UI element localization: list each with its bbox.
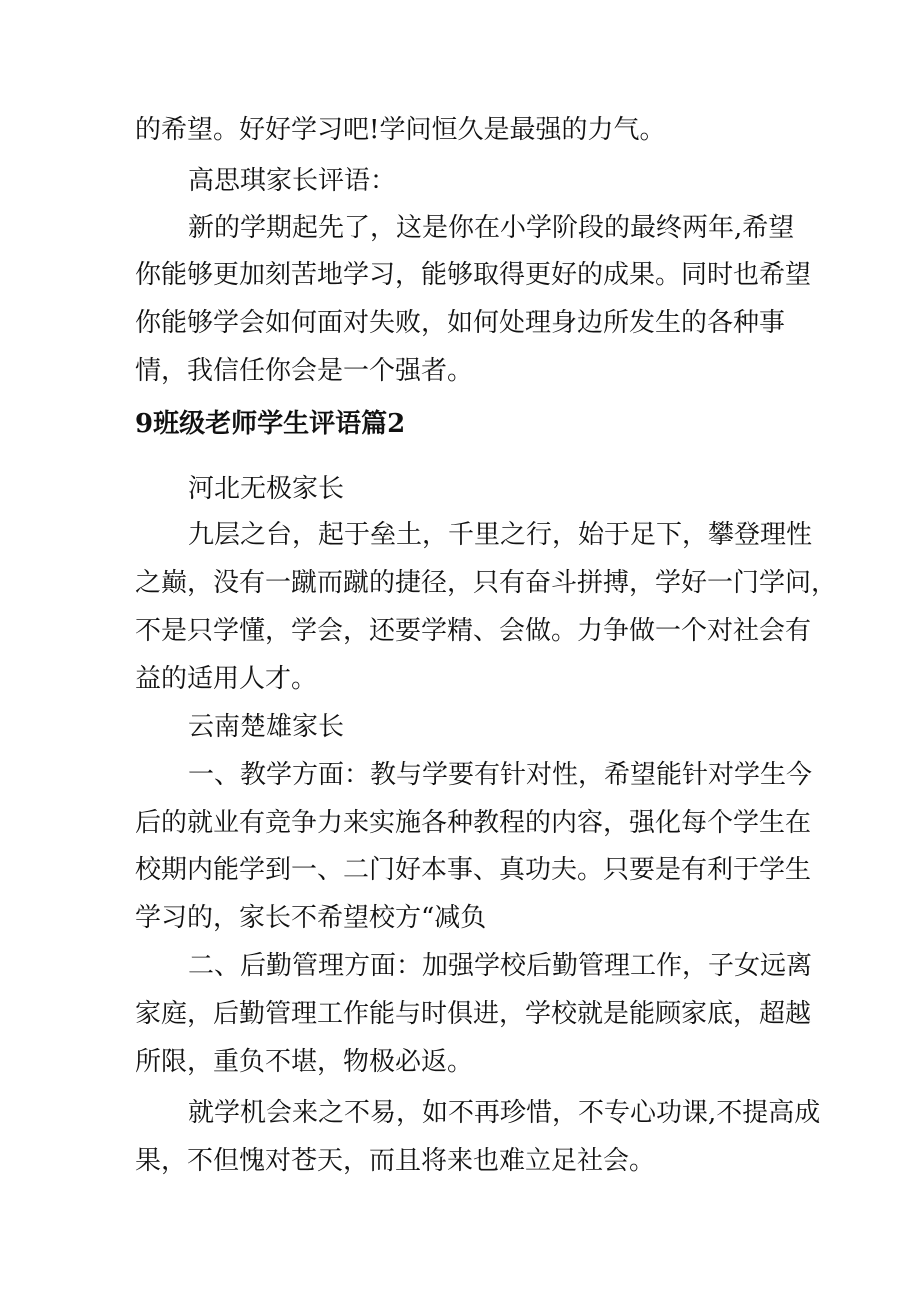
paragraph-line: 新的学期起先了，这是你在小学阶段的最终两年,希望: [188, 213, 795, 243]
parent-comment-label: 河北无极家长: [188, 474, 345, 504]
paragraph-line: 家庭，后勤管理工作能与时俱进，学校就是能顾家底，超越: [135, 999, 812, 1029]
paragraph-line: 九层之台，起于垒土，千里之行，始于足下，攀登理性: [188, 520, 813, 550]
paragraph-line: 学习的，家长不希望校方“减负: [135, 903, 487, 933]
paragraph-line: 果，不但愧对苍天，而且将来也难立足社会。: [135, 1146, 656, 1176]
paragraph-line: 你能够更加刻苦地学习，能够取得更好的成果。同时也希望: [135, 260, 812, 290]
section-heading: 9班级老师学生评语篇2: [135, 409, 406, 439]
paragraph-line: 你能够学会如何面对失败，如何处理身边所发生的各种事: [135, 308, 786, 338]
paragraph-line: 后的就业有竞争力来实施各种教程的内容，强化每个学生在: [135, 808, 812, 838]
paragraph-line: 益的适用人才。: [135, 664, 318, 694]
paragraph-line: 不是只学懂，学会，还要学精、会做。力争做一个对社会有: [135, 616, 812, 646]
paragraph-line: 二、后勤管理方面：加强学校后勤管理工作，子女远离: [188, 951, 813, 981]
paragraph-line: 校期内能学到一、二门好本事、真功夫。只要是有利于学生: [135, 855, 812, 885]
paragraph-line: 之巅，没有一蹴而蹴的捷径，只有奋斗拼搏，学好一门学问，: [135, 568, 838, 598]
parent-comment-label: 云南楚雄家长: [188, 712, 345, 742]
parent-comment-label: 高思琪家长评语：: [188, 166, 397, 196]
paragraph-line: 所限，重负不堪，物极必返。: [135, 1047, 474, 1077]
paragraph-line: 的希望。好好学习吧!学问恒久是最强的力气。: [135, 115, 666, 145]
paragraph-line: 一、教学方面：教与学要有针对性，希望能针对学生今: [188, 760, 813, 790]
paragraph-line: 就学机会来之不易，如不再珍惜，不专心功课,不提高成: [188, 1098, 821, 1128]
paragraph-line: 情，我信任你会是一个强者。: [135, 356, 474, 386]
